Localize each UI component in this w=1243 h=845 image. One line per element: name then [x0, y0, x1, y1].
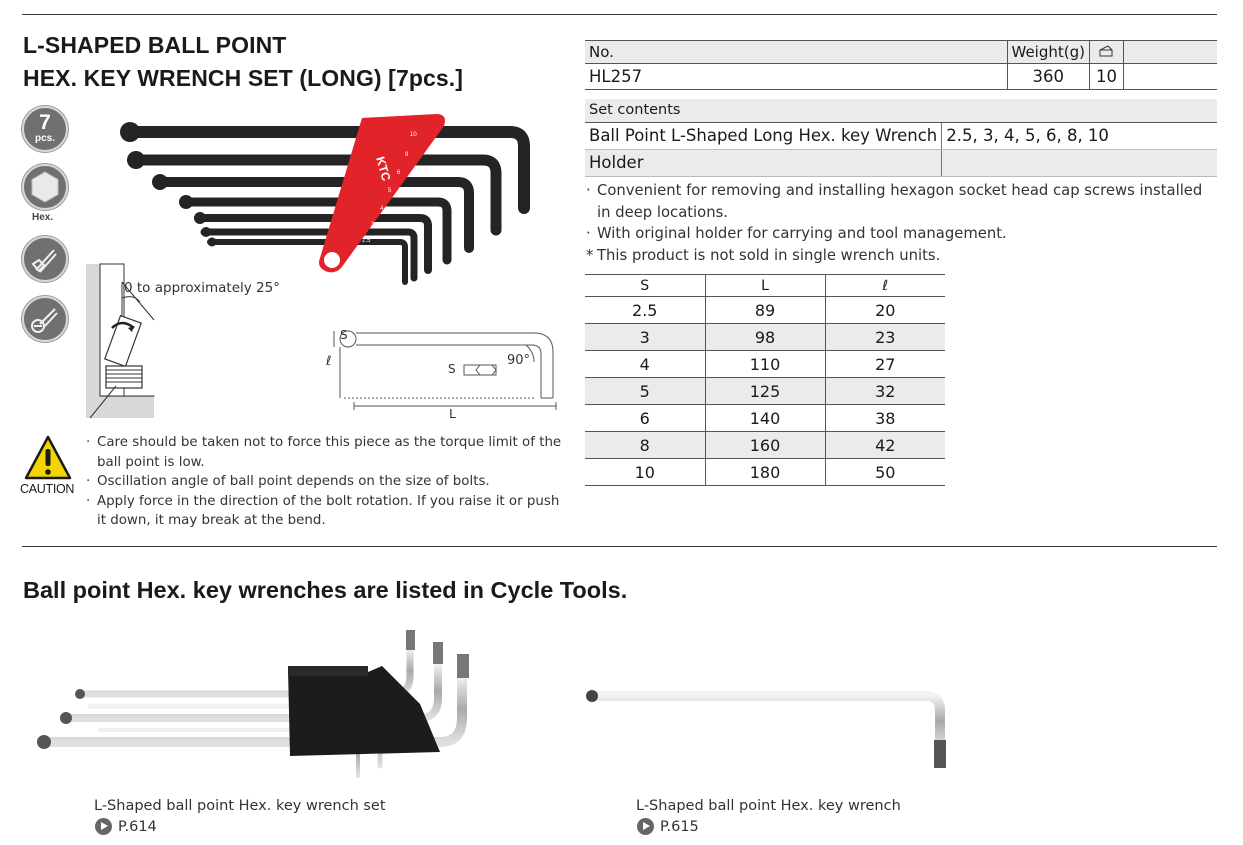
set-item-name: Ball Point L-Shaped Long Hex. key Wrench	[585, 122, 942, 149]
arrow-right-icon	[95, 818, 112, 835]
single-wrench-product-image	[580, 680, 960, 780]
related-caption-single: L-Shaped ball point Hex. key wrench	[636, 798, 901, 814]
feature-item: · Convenient for removing and installing hexagon socket head cap screws installed in deep locations.	[586, 182, 1203, 221]
feature-list	[586, 180, 1218, 266]
holder-hang-hole	[324, 252, 340, 268]
dim-cell: 20	[825, 297, 945, 324]
black-holder	[288, 666, 440, 756]
dim-cell: 8	[585, 432, 705, 459]
related-page-link-set[interactable]: P.614	[95, 818, 157, 835]
wrench-set-illustration	[118, 108, 548, 288]
dim-cell: 4	[585, 351, 705, 378]
product-weight: 360	[1007, 64, 1089, 90]
holder-mark: 5	[388, 188, 392, 194]
dim-s-label-2: S	[448, 362, 456, 376]
dim-cell: 10	[585, 459, 705, 486]
dim-cell: 50	[825, 459, 945, 486]
dim-angle-label: 90°	[507, 353, 531, 368]
dim-cell: 6	[585, 405, 705, 432]
dim-cell: 110	[705, 351, 825, 378]
dim-header-l: L	[705, 275, 825, 297]
dim-cell: 42	[825, 432, 945, 459]
caution-note: · Apply force in the direction of the bolt rotation. If you raise it or push it down, it may break at the bend.	[86, 493, 560, 528]
box-icon	[1099, 45, 1113, 57]
set-contents-header: Set contents	[585, 99, 1217, 122]
hex-bit-badge	[22, 236, 68, 282]
caution-note: · Oscillation angle of ball point depends on the size of bolts.	[86, 474, 490, 489]
caution-icon	[24, 434, 72, 482]
dim-cell: 38	[825, 405, 945, 432]
set-contents-table	[585, 99, 1217, 177]
ball-point-icon	[24, 298, 66, 340]
piece-count-badge: 7 pcs.	[22, 106, 68, 152]
related-section-title: Ball point Hex. key wrenches are listed in Cycle Tools.	[23, 577, 628, 603]
feature-item: · With original holder for carrying and tool management.	[586, 225, 1007, 242]
dim-s-label: S	[340, 328, 348, 342]
dim-cell: 98	[705, 324, 825, 351]
related-page-link-single[interactable]: P.615	[637, 818, 699, 835]
caution-label: CAUTION	[20, 482, 75, 496]
dim-header-s: S	[585, 275, 705, 297]
holder-mark: 8	[405, 152, 409, 158]
dim-cell: 27	[825, 351, 945, 378]
holder-mark: 2.5	[362, 238, 371, 244]
spec-table	[585, 40, 1217, 90]
product-qty: 10	[1089, 64, 1123, 90]
set-item-value: 2.5, 3, 4, 5, 6, 8, 10	[942, 122, 1217, 149]
dim-l-small-label: ℓ	[326, 354, 332, 369]
caution-note: · Care should be taken not to force this piece as the torque limit of the ball point is low.	[86, 435, 562, 470]
dim-cell: 140	[705, 405, 825, 432]
dim-cell: 32	[825, 378, 945, 405]
hexagon-icon	[24, 166, 66, 208]
arrow-right-icon	[637, 818, 654, 835]
holder-brand: KTC	[373, 154, 394, 183]
feature-item: * This product is not sold in single wrench units.	[586, 246, 941, 264]
dimension-table	[585, 274, 945, 486]
caution-notes	[86, 433, 566, 531]
holder-mark: 6	[397, 170, 401, 176]
section-rule	[22, 546, 1217, 547]
dimension-diagram	[326, 322, 562, 422]
dim-cell: 89	[705, 297, 825, 324]
set-item-name: Holder	[585, 149, 942, 176]
dim-cell: 5	[585, 378, 705, 405]
col-weight-header: Weight(g)	[1007, 41, 1089, 64]
holder-mark: 4	[380, 206, 384, 212]
hex-bit-icon	[24, 238, 66, 280]
product-title-line1: L-SHAPED BALL POINT	[23, 32, 287, 58]
product-number: HL257	[585, 64, 1007, 90]
wrench-set-product-image	[30, 626, 480, 786]
dim-cell: 125	[705, 378, 825, 405]
holder-mark: 3	[371, 222, 375, 228]
dim-cell: 3	[585, 324, 705, 351]
dim-cell: 2.5	[585, 297, 705, 324]
hex-badge-label: Hex.	[32, 212, 54, 223]
dim-header-l-small: ℓ	[825, 275, 945, 297]
angle-label: 0 to approximately 25°	[124, 280, 280, 296]
col-qty-header	[1089, 41, 1123, 64]
hex-badge	[22, 164, 68, 210]
related-caption-set: L-Shaped ball point Hex. key wrench set	[94, 798, 386, 814]
dim-cell: 23	[825, 324, 945, 351]
product-title-line2: HEX. KEY WRENCH SET (LONG) [7pcs.]	[23, 65, 464, 91]
dim-cell: 160	[705, 432, 825, 459]
ball-point-badge	[22, 296, 68, 342]
holder-mark: 10	[410, 132, 417, 138]
set-item-value	[942, 149, 1217, 176]
top-rule	[22, 14, 1217, 15]
dim-l-label: L	[449, 406, 456, 421]
col-no-header: No.	[585, 41, 1007, 64]
dim-cell: 180	[705, 459, 825, 486]
